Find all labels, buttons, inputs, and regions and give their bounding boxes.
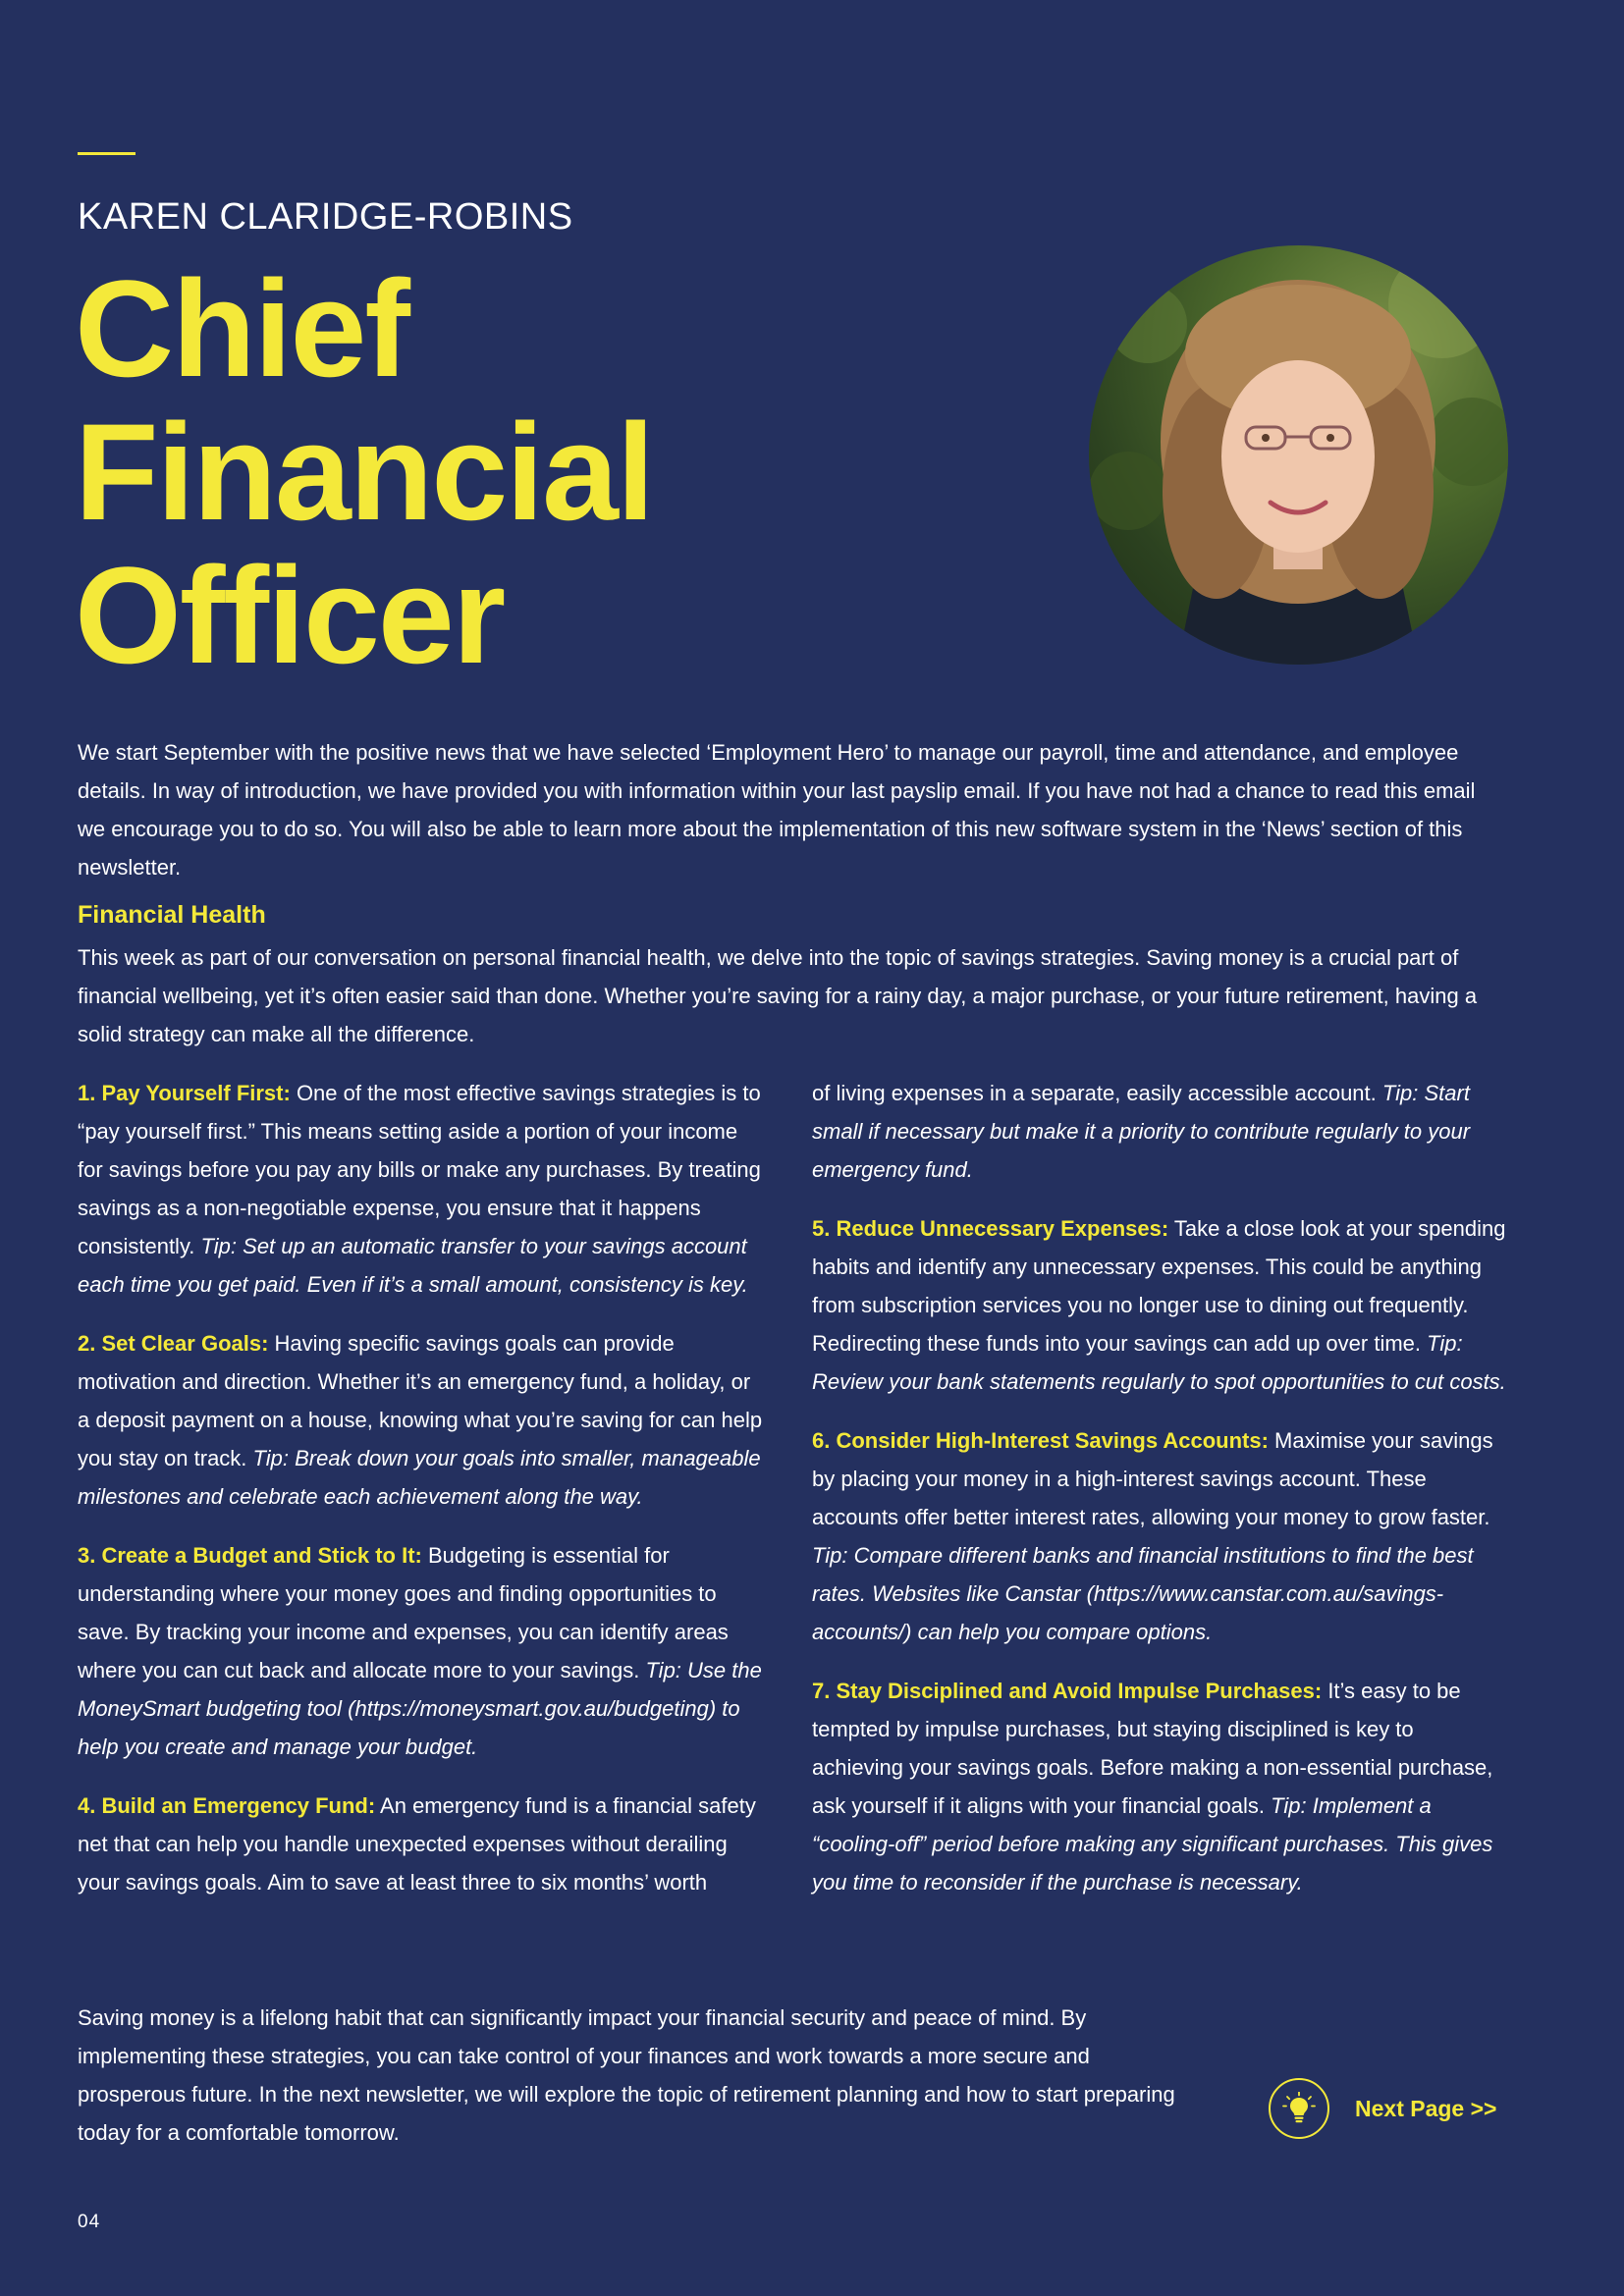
- strategy-tip: Tip: Set up an automatic transfer to your savings account each time you get paid. Even if it’s a small amount, consistency is key.: [78, 1234, 748, 1297]
- strategy-heading: 3. Create a Budget and Stick to It:: [78, 1543, 422, 1568]
- author-portrait: [1089, 245, 1508, 665]
- strategy-heading: 4. Build an Emergency Fund:: [78, 1793, 376, 1818]
- next-page-link[interactable]: [1269, 2076, 1496, 2141]
- section-heading: Financial Health: [78, 901, 266, 929]
- intro-paragraph: We start September with the positive news that we have selected ‘Employment Hero’ to manage our payroll, time and attendance, and employee details. In way of introduction, we have provided you with information within your last payslip email. If you have not had a chance to read this email we encourage you to do so. You will also be able to learn more about the implementation of this new software system in the ‘News’ section of this newsletter.: [78, 740, 1476, 880]
- closing-paragraph: Saving money is a lifelong habit that can significantly impact your financial security and peace of mind. By implementing these strategies, you can take control of your finances and work towards a more secure and prosperous future. In the next newsletter, we will explore the topic of retirement planning and how to start preparing today for a comfortable tomorrow.: [78, 2005, 1175, 2145]
- strategy-tip: Tip: Start small if necessary but make it a priority to contribute regularly to your emergency fund.: [812, 1081, 1471, 1182]
- lightbulb-icon: [1269, 2078, 1329, 2139]
- title-line: Financial: [75, 395, 653, 549]
- strategy-body: Having specific savings goals can provide motivation and direction. Whether it’s an emergency fund, a holiday, or a deposit payment on a house, knowing what you’re saving for can help you stay on track.: [78, 1331, 763, 1470]
- title-line: Chief: [75, 251, 408, 405]
- strategy-heading: 5. Reduce Unnecessary Expenses:: [812, 1216, 1169, 1241]
- strategy-body: Budgeting is essential for understanding where your money goes and finding opportunities to save. By tracking your income and expenses, you can identify areas where you can cut back and allocate more to your savings.: [78, 1543, 729, 1682]
- strategy-body: Maximise your savings by placing your money in a high-interest savings account. These accounts offer better interest rates, allowing your money to grow faster.: [812, 1428, 1493, 1529]
- strategy-tip: Tip: Implement a “cooling-off” period before making any significant purchases. This gives you time to reconsider if the purchase is necessary.: [812, 1793, 1493, 1895]
- strategy-tip: Tip: Compare different banks and financial institutions to find the best rates. Websites like Canstar (https://www.canstar.com.au/savings-accounts/) can help you compare options.: [812, 1543, 1474, 1644]
- accent-line: [78, 152, 135, 155]
- page-title: [75, 251, 653, 692]
- strategy-heading: 2. Set Clear Goals:: [78, 1331, 269, 1356]
- strategy-item: [78, 1324, 765, 1516]
- strategy-item: [78, 1787, 765, 1901]
- strategy-heading: 6. Consider High-Interest Savings Accounts:: [812, 1428, 1269, 1453]
- strategy-heading: 1. Pay Yourself First:: [78, 1081, 291, 1105]
- strategy-item: [812, 1672, 1509, 1901]
- page-number: 04: [78, 2212, 101, 2232]
- strategy-body: An emergency fund is a financial safety net that can help you handle unexpected expenses without derailing your savings goals. Aim to save at least three to six months’ worth: [78, 1793, 756, 1895]
- strategies-column-left: [78, 1074, 765, 1922]
- author-name: KAREN CLARIDGE-ROBINS: [78, 196, 573, 238]
- financial-health-intro: This week as part of our conversation on personal financial health, we delve into the topic of savings strategies. Saving money is a crucial part of financial wellbeing, yet it’s often easier said than done. Whether you’re saving for a rainy day, a major purchase, or your future retirement, having a solid strategy can make all the difference.: [78, 945, 1478, 1046]
- strategy-item: [78, 1536, 765, 1766]
- next-page-label[interactable]: Next Page >>: [1355, 2095, 1497, 2121]
- strategy-item: [78, 1074, 765, 1304]
- strategy-heading: 7. Stay Disciplined and Avoid Impulse Purchases:: [812, 1679, 1323, 1703]
- strategy-body: of living expenses in a separate, easily accessible account.: [812, 1081, 1382, 1105]
- strategy-body: It’s easy to be tempted by impulse purchases, but staying disciplined is key to achieving your savings goals. Before making a non-essential purchase, ask yourself if it aligns with your financial goals.: [812, 1679, 1493, 1818]
- strategy-tip: Tip: Review your bank statements regularly to spot opportunities to cut costs.: [812, 1331, 1506, 1394]
- title-line: Officer: [75, 538, 505, 692]
- strategy-tip: Tip: Use the MoneySmart budgeting tool (https://moneysmart.gov.au/budgeting) to help you create and manage your budget.: [78, 1658, 762, 1759]
- strategy-body: One of the most effective savings strategies is to “pay yourself first.” This means setting aside a portion of your income for savings before you pay any bills or make any purchases. By treating savings as a non-negotiable expense, you ensure that it happens consistently.: [78, 1081, 761, 1258]
- strategy-body: Take a close look at your spending habits and identify any unnecessary expenses. This could be anything from subscription services you no longer use to dining out frequently. Redirecting these funds into your savings can add up over time.: [812, 1216, 1506, 1356]
- strategy-item-continued: [812, 1074, 1509, 1189]
- strategies-column-right: [812, 1074, 1509, 1922]
- strategy-item: [812, 1209, 1509, 1401]
- strategy-tip: Tip: Break down your goals into smaller, manageable milestones and celebrate each achievement along the way.: [78, 1446, 761, 1509]
- portrait-illustration: [1089, 245, 1508, 665]
- strategy-item: [812, 1421, 1509, 1651]
